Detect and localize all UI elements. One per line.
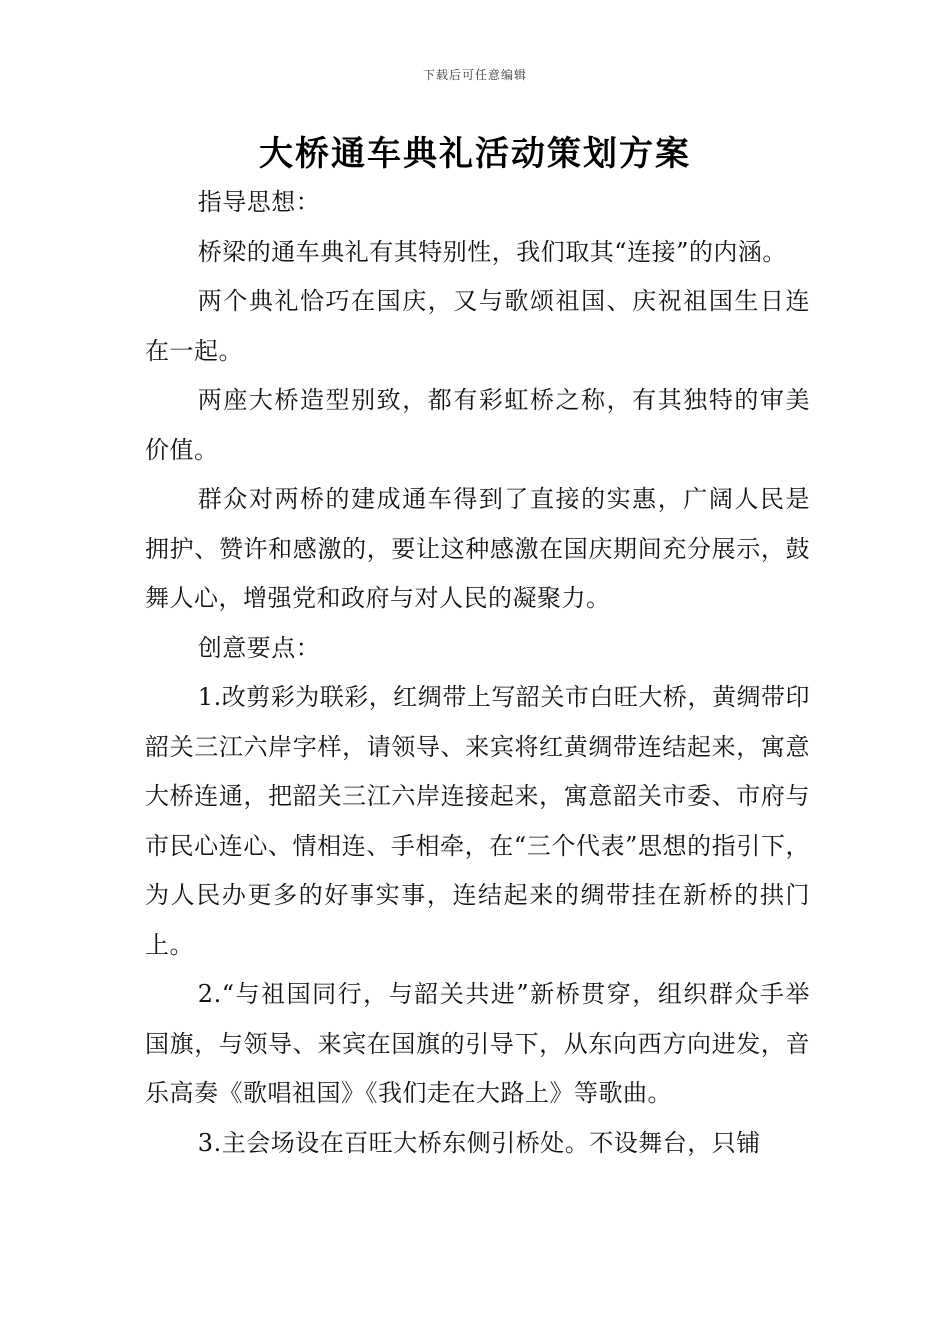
document-title: 大桥通车典礼活动策划方案 [259, 134, 691, 174]
paragraph: 两座大桥造型别致，都有彩虹桥之称，有其独特的审美价值。 [145, 386, 810, 464]
list-item-2: 2.“与祖国同行，与韶关共进”新桥贯穿，组织群众手举国旗，与领导、来宾在国旗的引导下，从东向西方向进发，音乐高奏《歌唱祖国》《我们走在大路上》等歌曲。 [145, 980, 810, 1107]
list-item-1: 1.改剪彩为联彩，红绸带上写韶关市白旺大桥，黄绸带印韶关三江六岸字样，请领导、来宾将红黄绸带连结起来，寓意大桥连通，把韶关三江六岸连接起来，寓意韶关市委、市府与市民心连心、情相连、手相牵，在“三个代表”思想的指引下，为人民办更多的好事实事，连结起来的绸带挂在新桥的拱门上。 [145, 683, 810, 959]
section-heading-creative-points: 创意要点： [197, 633, 321, 662]
paragraph: 桥梁的通车典礼有其特别性，我们取其“连接”的内涵。 [197, 237, 787, 266]
paragraph: 群众对两桥的建成通车得到了直接的实惠，广阔人民是拥护、赞许和感激的，要让这种感激在国庆期间充分展示，鼓舞人心，增强党和政府与对人民的凝聚力。 [145, 485, 810, 612]
document-body [145, 178, 810, 1168]
list-item-3: 3.主会场设在百旺大桥东侧引桥处。不设舞台，只铺 [197, 1128, 761, 1157]
header-note: 下载后可任意编辑 [422, 68, 527, 82]
section-heading-guiding-thought: 指导思想： [197, 188, 321, 216]
paragraph: 两个典礼恰巧在国庆，又与歌颂祖国、庆祝祖国生日连在一起。 [145, 287, 810, 365]
